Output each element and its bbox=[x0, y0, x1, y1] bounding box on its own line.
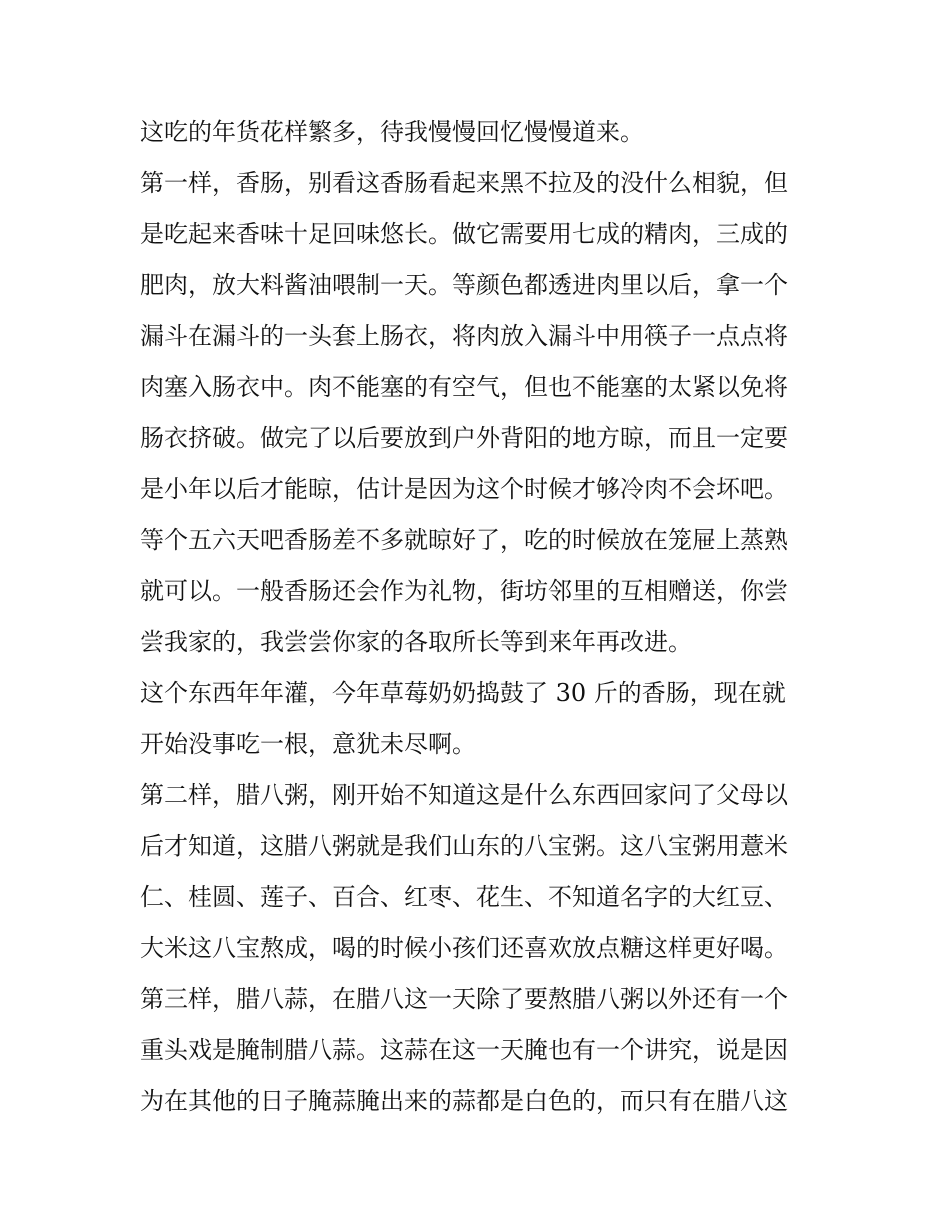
body-text bbox=[140, 107, 830, 1127]
text-line: 是小年以后才能晾，估计是因为这个时候才够冷肉不会坏吧。 bbox=[140, 475, 788, 503]
text-line: 第一样，香肠，别看这香肠看起来黑不拉及的没什么相貌，但 bbox=[140, 169, 788, 197]
text-line: 第二样，腊八粥，刚开始不知道这是什么东西回家问了父母以 bbox=[140, 781, 788, 809]
text-line: 肉塞入肠衣中。肉不能塞的有空气，但也不能塞的太紧以免将 bbox=[140, 373, 788, 401]
text-line: 大米这八宝熬成，喝的时候小孩们还喜欢放点糖这样更好喝。 bbox=[140, 934, 788, 962]
text-line: 重头戏是腌制腊八蒜。这蒜在这一天腌也有一个讲究，说是因 bbox=[140, 1036, 788, 1064]
text-line: 仁、桂圆、莲子、百合、红枣、花生、不知道名字的大红豆、 bbox=[140, 883, 788, 911]
text-line: 后才知道，这腊八粥就是我们山东的八宝粥。这八宝粥用薏米 bbox=[140, 832, 788, 860]
text-line: 第三样，腊八蒜，在腊八这一天除了要熬腊八粥以外还有一个 bbox=[140, 985, 788, 1013]
text-line: 漏斗在漏斗的一头套上肠衣，将肉放入漏斗中用筷子一点点将 bbox=[140, 322, 788, 350]
text-line: 肥肉，放大料酱油喂制一天。等颜色都透进肉里以后，拿一个 bbox=[140, 271, 788, 299]
text-line: 开始没事吃一根，意犹未尽啊。 bbox=[140, 730, 476, 758]
text-line: 为在其他的日子腌蒜腌出来的蒜都是白色的，而只有在腊八这 bbox=[140, 1087, 788, 1115]
text-line: 是吃起来香味十足回味悠长。做它需要用七成的精肉，三成的 bbox=[140, 220, 788, 248]
text-line: 这吃的年货花样繁多，待我慢慢回忆慢慢道来。 bbox=[140, 118, 644, 146]
text-line: 等个五六天吧香肠差不多就晾好了，吃的时候放在笼屉上蒸熟 bbox=[140, 526, 788, 554]
text-line: 肠衣挤破。做完了以后要放到户外背阳的地方晾，而且一定要 bbox=[140, 424, 788, 452]
text-line: 就可以。一般香肠还会作为礼物，街坊邻里的互相赠送，你尝 bbox=[140, 577, 788, 605]
text-line: 尝我家的，我尝尝你家的各取所长等到来年再改进。 bbox=[140, 628, 692, 656]
text-line: 这个东西年年灌，今年草莓奶奶捣鼓了 30 斤的香肠，现在就 bbox=[140, 679, 786, 707]
